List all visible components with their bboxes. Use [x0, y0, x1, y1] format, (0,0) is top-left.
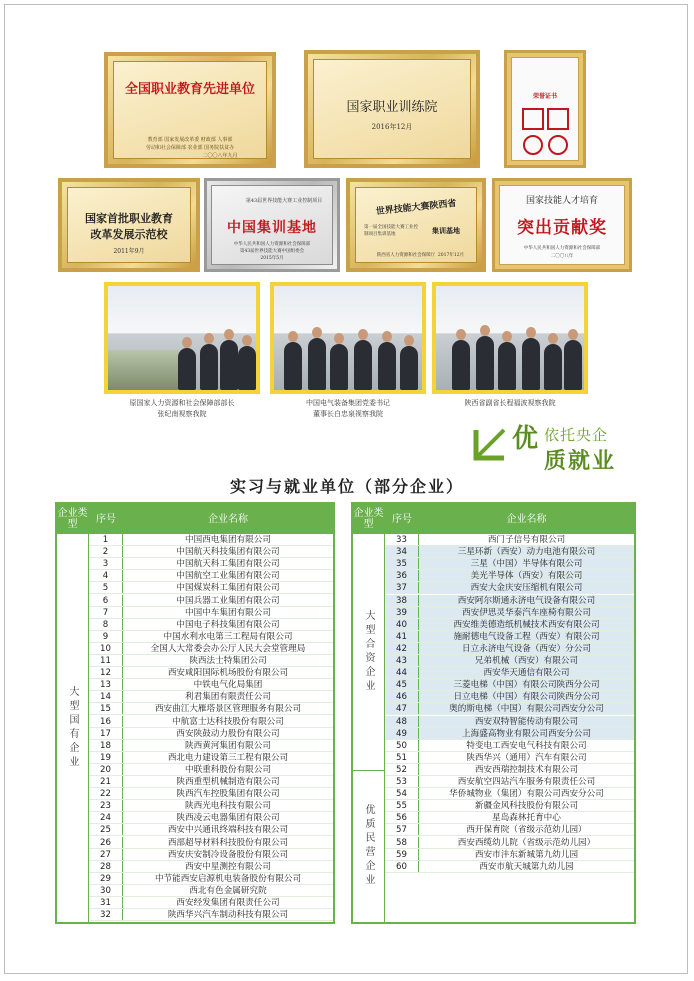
- row-company-name: 中国电子科技集团有限公司: [176, 619, 280, 630]
- plaque-training-base: [204, 178, 340, 272]
- row-company-name: 三星环新（西安）动力电池有限公司: [457, 547, 596, 558]
- table-row: [385, 812, 634, 824]
- row-company-name: 西安伊思灵华泰汽车座椅有限公司: [462, 607, 591, 618]
- row-number: 32: [89, 909, 123, 920]
- row-company-name: 西安航空四站汽车服务有限责任公司: [457, 777, 596, 787]
- row-number: 11: [89, 655, 123, 666]
- plaque-title: 全国职业教育先进单位: [124, 82, 255, 97]
- plaque-issuer: 陕西省人力资源和社会保障厅: [376, 253, 436, 258]
- row-company-name: 中铁电气化局集团: [193, 680, 263, 691]
- row-company-name: 西部超导材料科技股份有限公司: [167, 837, 289, 848]
- row-company-name: 特变电工西安电气科技有限公司: [466, 740, 587, 751]
- slogan-main: 质就业: [544, 448, 617, 474]
- caption-line: 张纪南视察我院: [157, 410, 207, 418]
- plaque-left: 第一届全国技能大赛工业控制项目集训基地: [364, 225, 418, 237]
- table-row: [385, 788, 634, 800]
- row-company-name: 西安阿尔斯通永济电气设备有限公司: [457, 595, 596, 606]
- plaque-demonstration-school: [58, 178, 200, 272]
- category-cell-private: [353, 770, 385, 922]
- row-company-name: 西安西瑞控制技术有限公司: [474, 764, 579, 775]
- caption-line: 原国家人力资源和社会保障部部长: [129, 399, 235, 407]
- row-number: 58: [385, 837, 419, 848]
- table-header: [57, 504, 333, 534]
- row-number: 48: [385, 716, 419, 727]
- row-number: 3: [89, 558, 123, 569]
- row-number: 15: [89, 703, 123, 714]
- table-row: [385, 764, 634, 776]
- row-company-name: 中国西电集团有限公司: [185, 535, 271, 545]
- photo-caption-2: [270, 398, 426, 420]
- row-company-name: 西安西缆幼儿院（省级示范幼儿园）: [457, 837, 596, 848]
- table-row: [89, 607, 333, 619]
- caption-line: 中国电气装备集团党委书记: [306, 399, 390, 407]
- row-number: 38: [385, 595, 419, 606]
- row-number: 13: [89, 679, 123, 690]
- header-type: 企业类型: [57, 508, 88, 530]
- row-company-name: 中国中车集团有限公司: [185, 607, 271, 618]
- plaque-date: 2011年9月: [113, 248, 145, 255]
- row-number: 26: [89, 837, 123, 848]
- table-state-owned: [55, 502, 335, 924]
- table-row: [89, 570, 333, 582]
- row-company-name: 西安市沣东新城第九幼儿园: [474, 849, 579, 860]
- row-number: 9: [89, 631, 123, 642]
- table-row: [89, 582, 333, 594]
- plaque-top: 国家技能人才培育: [525, 196, 598, 206]
- table-row: [89, 824, 333, 836]
- row-company-name: 中国航天科工集团有限公司: [176, 559, 280, 570]
- plaque-orgs: 教育部 国家发展改革委 财政部 人事部: [147, 137, 233, 143]
- row-company-name: 西安中星测控有限公司: [185, 861, 271, 872]
- photo-caption-3: [432, 398, 588, 409]
- row-number: 14: [89, 691, 123, 702]
- row-company-name: 中联重科股份有限公司: [185, 764, 271, 775]
- table-row: [385, 776, 634, 788]
- table-row: [89, 873, 333, 885]
- table-row: [385, 728, 634, 740]
- table-row: [385, 534, 634, 546]
- table-row: [89, 546, 333, 558]
- row-company-name: 中国航空工业集团有限公司: [176, 571, 280, 582]
- table-row: [89, 679, 333, 691]
- table-row: [89, 691, 333, 703]
- row-number: 19: [89, 752, 123, 763]
- row-company-name: 中国兵器工业集团有限公司: [176, 595, 280, 606]
- table-row: [385, 582, 634, 594]
- row-number: 4: [89, 570, 123, 581]
- row-company-name: 陕西汽车控股集团有限公司: [176, 789, 280, 800]
- category-label: 大型国有企业: [67, 686, 78, 770]
- row-company-name: 西安曲江大雁塔景区管理服务有限公司: [154, 704, 302, 715]
- table-row: [89, 812, 333, 824]
- table-header: [353, 504, 634, 534]
- arrow-down-left-icon: [470, 424, 510, 464]
- table-row: [89, 776, 333, 788]
- table-row: [385, 800, 634, 812]
- table-row: [89, 764, 333, 776]
- caption-line: 董事长白忠泉视察我院: [313, 410, 383, 418]
- row-number: 50: [385, 740, 419, 751]
- row-number: 1: [89, 534, 123, 545]
- row-company-name: 西安维美德造纸机械技术西安有限公司: [453, 619, 600, 630]
- plaque-date: 二〇〇八年: [550, 254, 574, 259]
- row-number: 17: [89, 728, 123, 739]
- row-number: 52: [385, 764, 419, 775]
- row-number: 39: [385, 607, 419, 618]
- row-company-name: 西安咸阳国际机场股份有限公司: [167, 668, 289, 679]
- table-row: [89, 643, 333, 655]
- table-row: [89, 897, 333, 909]
- row-number: 57: [385, 824, 419, 835]
- table-row: [89, 861, 333, 873]
- table-row: [89, 558, 333, 570]
- plaque-sub-2: 第43届世界技能大赛中国组委会: [239, 249, 305, 254]
- plaque-top: 第43届世界技能大赛工业控制项目: [245, 198, 323, 204]
- row-number: 35: [385, 558, 419, 569]
- row-number: 6: [89, 595, 123, 606]
- row-number: 55: [385, 800, 419, 811]
- table-row: [89, 849, 333, 861]
- table-row: [385, 703, 634, 715]
- certificate-title: 荣誉证书: [532, 93, 557, 100]
- row-number: 33: [385, 534, 419, 545]
- table-row: [385, 631, 634, 643]
- row-number: 22: [89, 788, 123, 799]
- row-number: 47: [385, 703, 419, 714]
- table-row: [385, 607, 634, 619]
- row-company-name: 华侨城物业（集团）有限公司西安分公司: [449, 789, 604, 800]
- plaque-issuer: 中华人民共和国人力资源和社会保障部: [523, 246, 601, 251]
- table-row: [385, 570, 634, 582]
- row-number: 30: [89, 885, 123, 896]
- row-number: 27: [89, 849, 123, 860]
- row-company-name: 西安市航天城第九幼儿园: [479, 861, 574, 872]
- row-number: 20: [89, 764, 123, 775]
- table-row: [89, 655, 333, 667]
- row-number: 2: [89, 546, 123, 557]
- row-number: 34: [385, 546, 419, 557]
- table-row: [89, 728, 333, 740]
- row-number: 25: [89, 824, 123, 835]
- row-company-name: 西北电力建设第三工程有限公司: [167, 752, 289, 763]
- row-number: 21: [89, 776, 123, 787]
- row-number: 53: [385, 776, 419, 787]
- header-name: 企业名称: [506, 513, 547, 525]
- table-row: [385, 655, 634, 667]
- table-row: [89, 716, 333, 728]
- row-number: 31: [89, 897, 123, 908]
- row-company-name: 陕西华兴汽车制动科技有限公司: [167, 910, 289, 921]
- plaque-training-institute: [304, 50, 480, 168]
- row-company-name: 星岛森林托育中心: [492, 813, 561, 824]
- plaque-title: 国家职业训练院: [346, 100, 438, 115]
- photo-caption-1: [104, 398, 260, 420]
- row-company-name: 奥的斯电梯（中国）有限公司西安分公司: [449, 704, 604, 715]
- category-cell-jv: [353, 534, 385, 771]
- row-company-name: 兄弟机械（西安）有限公司: [474, 656, 579, 666]
- category-label: 大型合资企业: [363, 610, 374, 694]
- row-company-name: 陕西华兴（通用）汽车有限公司: [466, 752, 587, 763]
- table-row: [385, 716, 634, 728]
- row-company-name: 中节能西安启源机电装备股份有限公司: [154, 873, 302, 884]
- table-row: [385, 595, 634, 607]
- row-company-name: 中国煤炭科工集团有限公司: [176, 583, 280, 594]
- table-row: [385, 679, 634, 691]
- row-number: 24: [89, 812, 123, 823]
- row-number: 56: [385, 812, 419, 823]
- header-no: 序号: [392, 513, 412, 525]
- table-row: [89, 667, 333, 679]
- row-number: 60: [385, 861, 419, 872]
- row-number: 23: [89, 800, 123, 811]
- table-row: [89, 619, 333, 631]
- plaque-sub-1: 中华人民共和国人力资源和社会保障部: [233, 242, 311, 247]
- row-company-name: 西北有色金属研究院: [189, 885, 267, 896]
- table-row: [89, 800, 333, 812]
- table-row: [385, 752, 634, 764]
- plaque-certificate: [504, 50, 586, 168]
- row-number: 42: [385, 643, 419, 654]
- plaque-talent-award: [492, 178, 632, 272]
- row-number: 40: [385, 619, 419, 630]
- table-row: [385, 837, 634, 849]
- table-row: [385, 558, 634, 570]
- plaque-title: 中国集训基地: [227, 220, 317, 236]
- table-row: [385, 740, 634, 752]
- row-company-name: 西开保育院（省级示范幼儿园）: [466, 825, 587, 836]
- row-number: 10: [89, 643, 123, 654]
- plaque-line-2: 改革发展示范校: [90, 228, 168, 241]
- row-number: 54: [385, 788, 419, 799]
- category-label: 优质民营企业: [363, 804, 374, 888]
- slogan-char-you: 优: [512, 424, 539, 454]
- row-company-name: 三菱电梯（中国）有限公司陕西分公司: [453, 680, 600, 691]
- category-cell: [57, 534, 89, 922]
- row-company-name: 中航富士达科技股份有限公司: [172, 716, 284, 727]
- table-row: [89, 837, 333, 849]
- row-number: 16: [89, 716, 123, 727]
- row-number: 49: [385, 728, 419, 739]
- row-number: 5: [89, 582, 123, 593]
- certificate-seal-icon: [521, 107, 571, 157]
- row-company-name: 陕西法士特集团公司: [189, 656, 267, 666]
- row-number: 45: [385, 679, 419, 690]
- row-company-name: 新疆金风科技股份有限公司: [474, 801, 579, 812]
- row-number: 46: [385, 691, 419, 702]
- row-company-name: 上海盛高物业有限公司西安分公司: [462, 728, 591, 739]
- row-number: 44: [385, 667, 419, 678]
- table-row: [385, 667, 634, 679]
- row-company-name: 西门子信号有限公司: [487, 535, 566, 545]
- row-company-name: 西安大金庆安压缩机有限公司: [470, 583, 583, 594]
- row-company-name: 美光半导体（西安）有限公司: [470, 571, 583, 582]
- row-company-name: 西安中兴通讯终端科技有限公司: [167, 825, 289, 836]
- table-row: [385, 643, 634, 655]
- row-company-name: 陕西凌云电器集团有限公司: [176, 813, 280, 824]
- table-row: [385, 849, 634, 861]
- row-company-name: 三星（中国）半导体有限公司: [470, 559, 583, 570]
- plaque-date: 2016年12月: [371, 123, 413, 131]
- row-company-name: 陕西黄河集团有限公司: [185, 740, 271, 751]
- row-number: 8: [89, 619, 123, 630]
- row-number: 41: [385, 631, 419, 642]
- row-company-name: 西安华天通信有限公司: [483, 668, 570, 679]
- row-company-name: 中国水利水电第三工程局有限公司: [163, 631, 293, 642]
- row-company-name: 全国人大常委会办公厅人民大会堂管理局: [150, 643, 306, 654]
- section-title: 实习与就业单位（部分企业）: [229, 477, 464, 496]
- table-row: [385, 546, 634, 558]
- row-company-name: 西安双特智能传动有限公司: [474, 716, 579, 727]
- table-row: [385, 861, 634, 873]
- row-company-name: 中国航天科技集团有限公司: [176, 547, 280, 558]
- plaque-date: 二〇〇八年九月: [202, 153, 238, 159]
- header-no: 序号: [96, 513, 116, 525]
- row-company-name: 陕西重型机械制造有限公司: [176, 777, 280, 787]
- row-company-name: 利君集团有限责任公司: [185, 692, 271, 703]
- row-number: 36: [385, 570, 419, 581]
- plaque-advanced-unit: [104, 52, 276, 168]
- header-name: 企业名称: [208, 513, 248, 525]
- table-row: [89, 885, 333, 897]
- caption-line: 陕西省副省长程福波视察我院: [464, 399, 556, 407]
- row-number: 12: [89, 667, 123, 678]
- row-number: 28: [89, 861, 123, 872]
- row-number: 43: [385, 655, 419, 666]
- table-row: [89, 534, 333, 546]
- table-row: [89, 909, 333, 921]
- plaque-title: 世界技能大赛陕西省: [375, 198, 457, 218]
- table-row: [89, 595, 333, 607]
- row-company-name: 西安陕鼓动力股份有限公司: [176, 728, 280, 739]
- table-row: [385, 691, 634, 703]
- table-row: [89, 740, 333, 752]
- plaque-date: 2017年12月: [437, 253, 465, 258]
- plaque-worldskills-shaanxi: [346, 178, 486, 272]
- plaque-center: 集训基地: [432, 226, 460, 235]
- table-row: [89, 631, 333, 643]
- row-number: 37: [385, 582, 419, 593]
- table-row: [385, 824, 634, 836]
- row-number: 59: [385, 849, 419, 860]
- photo-visit-2: [270, 282, 426, 394]
- row-number: 29: [89, 873, 123, 884]
- row-company-name: 日立永济电气设备（西安）分公司: [462, 643, 591, 654]
- photo-visit-3: [432, 282, 588, 394]
- row-number: 7: [89, 607, 123, 618]
- table-row: [89, 752, 333, 764]
- plaque-title: 突出贡献奖: [517, 218, 607, 238]
- slogan-small: 依托央企: [544, 426, 609, 444]
- table-row: [89, 788, 333, 800]
- photo-visit-1: [104, 282, 260, 394]
- table-row: [89, 703, 333, 715]
- row-number: 18: [89, 740, 123, 751]
- row-company-name: 施耐德电气设备工程（西安）有限公司: [453, 631, 600, 642]
- plaque-line-1: 国家首批职业教育: [85, 212, 173, 225]
- plaque-date: 2015年5月: [260, 256, 284, 261]
- plaque-orgs-2: 劳动和社会保障部 农业部 国务院扶贫办: [145, 145, 235, 151]
- row-company-name: 西安庆安制冷设备股份有限公司: [167, 849, 289, 860]
- row-company-name: 陕西光电科技有限公司: [185, 801, 271, 812]
- table-row: [385, 619, 634, 631]
- row-company-name: 日立电梯（中国）有限公司陕西分公司: [453, 692, 600, 703]
- table-jv-private: [351, 502, 636, 924]
- row-number: 51: [385, 752, 419, 763]
- row-company-name: 西安经发集团有限责任公司: [176, 898, 280, 908]
- header-type: 企业类型: [353, 508, 384, 530]
